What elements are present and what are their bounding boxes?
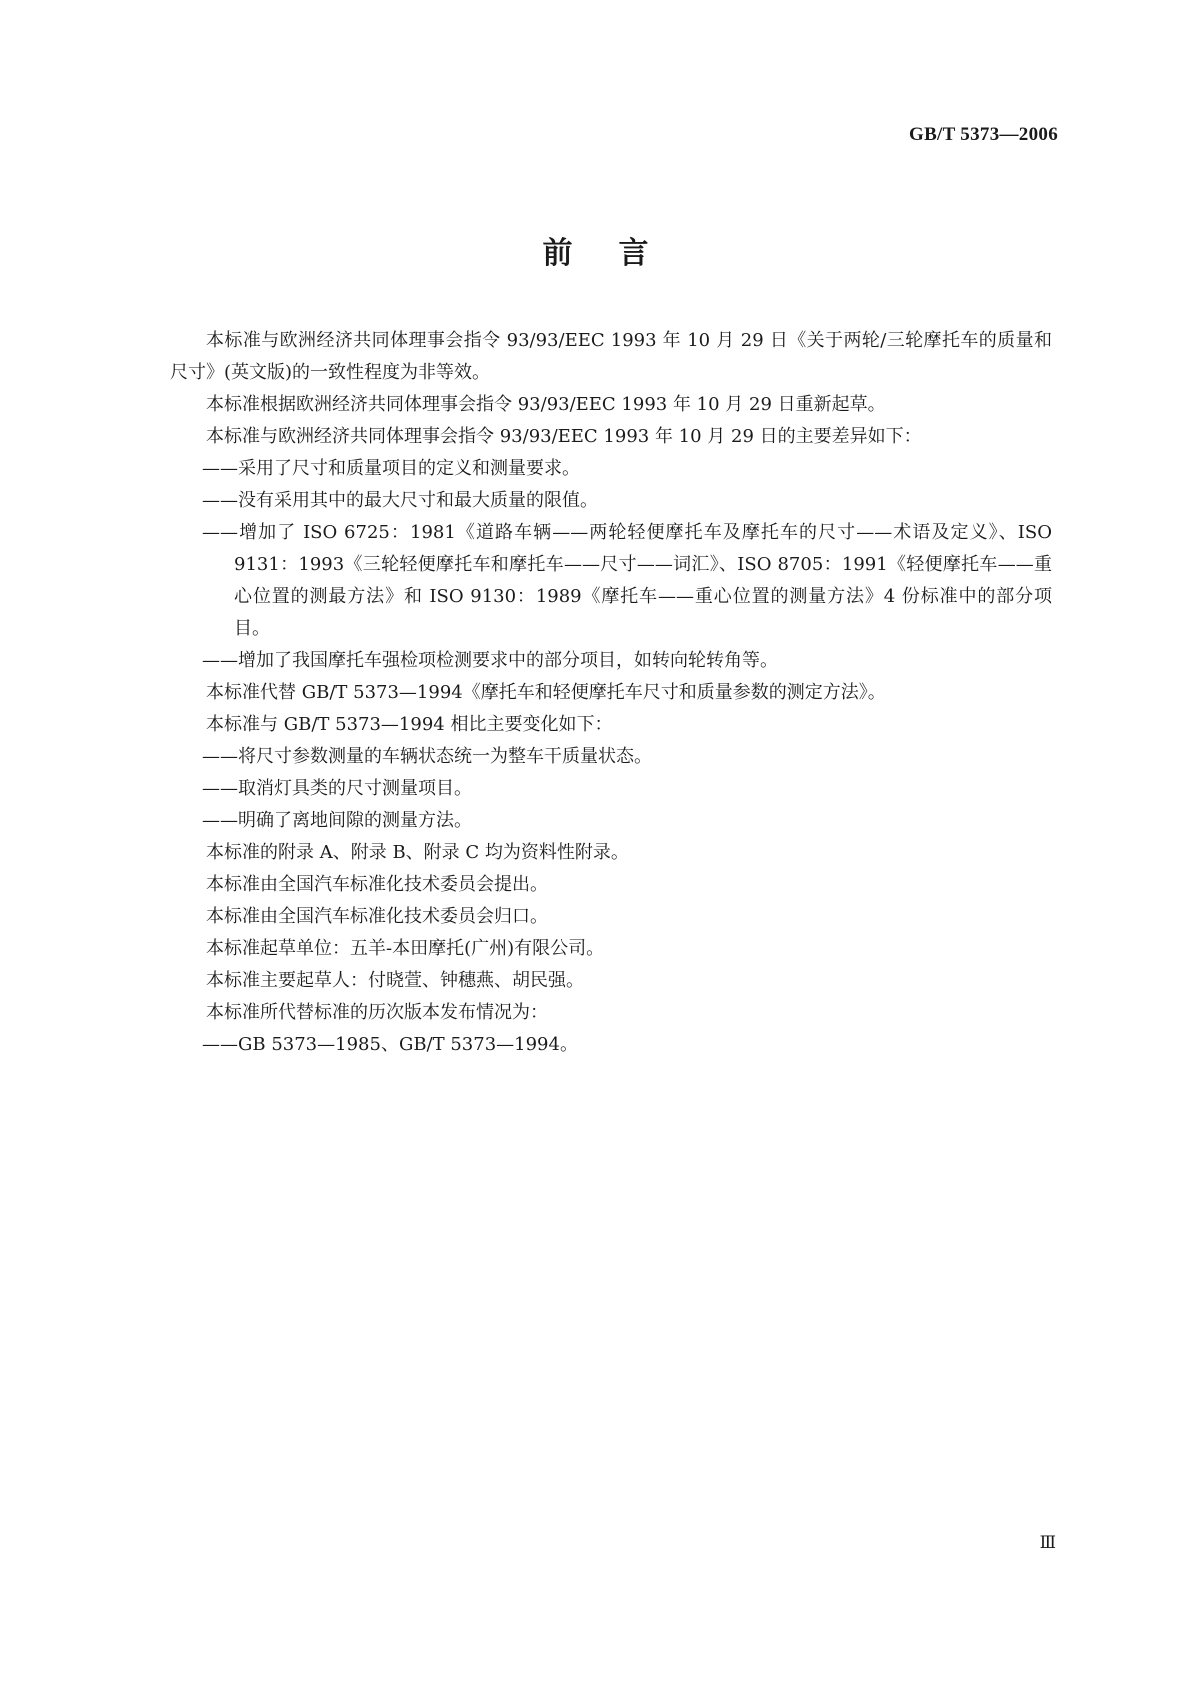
- paragraph: 本标准所代替标准的历次版本发布情况为：: [206, 1002, 548, 1023]
- list-item: ——将尺寸参数测量的车辆状态统一为整车干质量状态。: [202, 746, 652, 767]
- page-title: 前言: [542, 236, 695, 271]
- paragraph: 本标准由全国汽车标准化技术委员会归口。: [206, 906, 548, 927]
- paragraph: 本标准由全国汽车标准化技术委员会提出。: [206, 874, 548, 895]
- paragraph: 本标准起草单位：五羊-本田摩托(广州)有限公司。: [206, 938, 605, 959]
- standard-number: GB/T 5373—2006: [908, 124, 1058, 145]
- paragraph: 本标准与欧洲经济共同体理事会指令 93/93/EEC 1993 年 10 月 29 日的主要差异如下：: [206, 426, 922, 447]
- list-item: ——采用了尺寸和质量项目的定义和测量要求。: [202, 458, 580, 479]
- paragraph: 本标准主要起草人：付晓萱、钟穗燕、胡民强。: [206, 970, 584, 991]
- paragraph: 本标准根据欧洲经济共同体理事会指令 93/93/EEC 1993 年 10 月 29 日重新起草。: [206, 394, 886, 415]
- foreword-body: [170, 325, 1052, 1061]
- paragraph: 本标准与欧洲经济共同体理事会指令 93/93/EEC 1993 年 10 月 29 日《关于两轮/三轮摩托车的质量和尺寸》(英文版)的一致性程度为非等效。: [170, 330, 1052, 383]
- page-number: Ⅲ: [1039, 1533, 1055, 1552]
- list-item: ——GB 5373—1985、GB/T 5373—1994。: [202, 1034, 578, 1055]
- paragraph: 本标准与 GB/T 5373—1994 相比主要变化如下：: [206, 714, 613, 735]
- paragraph: 本标准代替 GB/T 5373—1994《摩托车和轻便摩托车尺寸和质量参数的测定方法》。: [206, 682, 886, 703]
- list-item: ——取消灯具类的尺寸测量项目。: [202, 778, 472, 799]
- list-item: ——增加了 ISO 6725：1981《道路车辆——两轮轻便摩托车及摩托车的尺寸——术语及定义》、ISO 9131：1993《三轮轻便摩托车和摩托车——尺寸——词汇》、ISO 8705：1991《轻便摩托车——重心位置的测最方法》和 ISO 9130：1989《摩托车——重心位置的测量方法》4 份标准中的部分项目。: [202, 522, 1052, 639]
- list-item: ——没有采用其中的最大尺寸和最大质量的限值。: [202, 490, 598, 511]
- list-item: ——增加了我国摩托车强检项检测要求中的部分项目，如转向轮转角等。: [202, 650, 778, 671]
- list-item: ——明确了离地间隙的测量方法。: [202, 810, 472, 831]
- paragraph: 本标准的附录 A、附录 B、附录 C 均为资料性附录。: [206, 842, 629, 863]
